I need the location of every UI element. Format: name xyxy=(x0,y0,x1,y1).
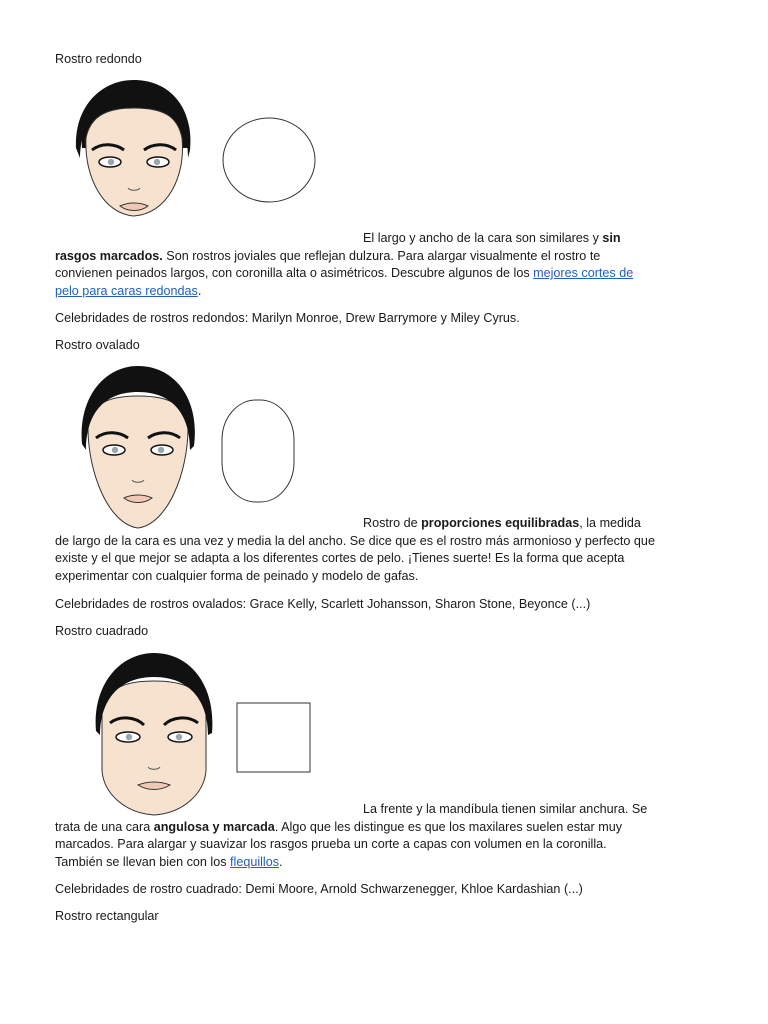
square-shape-icon xyxy=(236,702,312,774)
bangs-link[interactable]: flequillos xyxy=(230,854,280,869)
desc-text: El largo y ancho de la cara son similares y xyxy=(363,231,603,245)
section-heading-redondo: Rostro redondo xyxy=(55,52,142,66)
desc-text: Son rostros joviales que reflejan dulzura. Para alargar visualmente el rostro te convienen peinados largos, con coronilla alta o asimétricos. Descubre algunos de los xyxy=(55,248,601,281)
round-face-illustration xyxy=(70,78,198,218)
celebs-ovalado: Celebridades de rostros ovalados: Grace Kelly, Scarlett Johansson, Sharon Stone, Beyonce (...) xyxy=(55,597,591,611)
desc-text: . xyxy=(197,283,202,298)
section-desc-ovalado xyxy=(55,515,655,585)
desc-text: , la medida de largo de la cara es una vez y media la del ancho. Se dice que es el rostro más armonioso y perfecto que existe y el que mejor se adapta a los diferentes cortes de pelo. ¡Tienes suerte! Es la forma que acepta experimentar con cualquier forma de peinado y modelo de gafas. xyxy=(55,516,655,583)
celebs-cuadrado: Celebridades de rostro cuadrado: Demi Moore, Arnold Schwarzenegger, Khloe Kardashian (...) xyxy=(55,882,583,896)
desc-bold: sin rasgos marcados. xyxy=(55,231,621,263)
round-face-haircuts-link[interactable]: mejores cortes de pelo para caras redondas xyxy=(55,266,634,298)
circle-shape-icon xyxy=(221,116,317,204)
section-heading-cuadrado: Rostro cuadrado xyxy=(55,624,149,638)
desc-text: . Algo que les distingue es que los maxilares suelen estar muy marcados. Para alargar y suavizar los rasgos prueba un corte a capas con volumen en la coronilla. También se llevan bien con los xyxy=(55,819,623,869)
desc-text: . xyxy=(279,854,283,869)
oval-shape-icon xyxy=(221,399,297,505)
section-desc-cuadrado xyxy=(55,801,655,871)
desc-bold: proporciones equilibradas xyxy=(421,516,580,530)
celebs-redondo: Celebridades de rostros redondos: Marilyn Monroe, Drew Barrymore y Miley Cyrus. xyxy=(55,311,520,325)
desc-text: La frente y la mandíbula tienen similar anchura. Se trata de una cara xyxy=(55,802,648,834)
section-heading-rectangular: Rostro rectangular xyxy=(55,909,159,923)
oval-face-illustration xyxy=(74,364,202,530)
square-face-illustration xyxy=(90,651,218,817)
section-desc-redondo xyxy=(55,230,655,300)
section-heading-ovalado: Rostro ovalado xyxy=(55,338,140,352)
desc-text: Rostro de xyxy=(363,516,422,530)
desc-bold: angulosa y marcada xyxy=(153,819,275,834)
